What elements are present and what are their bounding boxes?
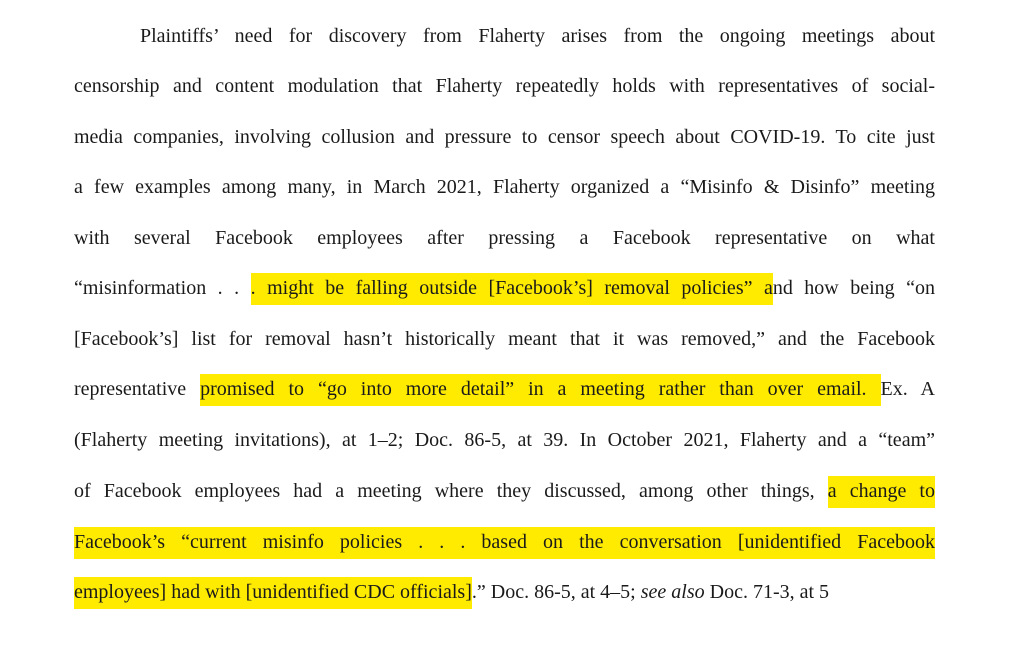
highlighted-text: promised to “go into more detail” in a meeting rather than over email. [200,374,880,406]
line-text: of Facebook employees had a meeting where they discussed, among other things, [74,480,828,502]
paragraph-line-11 [74,524,935,560]
line-text: [Facebook’s] list for removal hasn’t historically meant that it was removed,” and the Facebook [74,328,935,350]
paragraph-line-2 [74,68,935,104]
paragraph-line-7 [74,321,935,357]
paragraph-line-6 [74,270,935,306]
paragraph-line-3 [74,119,935,155]
line-text: Plaintiffs’ need for discovery from Flaherty arises from the ongoing meetings about [140,25,935,47]
line-text: censorship and content modulation that Flaherty repeatedly holds with representatives of social- [74,75,935,97]
line-text: Doc. 71-3, at 5 [704,581,830,603]
paragraph-line-5 [74,220,935,256]
line-text: (Flaherty meeting invitations), at 1–2; Doc. 86-5, at 39. In October 2021, Flaherty and a “team” [74,429,935,451]
highlighted-text: . might be falling outside [Facebook’s] removal policies” a [251,273,773,305]
line-text: a few examples among many, in March 2021, Flaherty organized a “Misinfo & Disinfo” meeting [74,176,935,198]
paragraph-line-4 [74,169,935,205]
line-text: .” Doc. 86-5, at 4–5; [471,581,641,603]
paragraph-line-1 [140,18,935,54]
line-text: with several Facebook employees after pressing a Facebook representative on what [74,227,935,249]
line-text: representative [74,378,201,400]
line-text: “misinformation . . [74,277,251,299]
italic-signal-text: see also [640,581,705,603]
paragraph-line-9 [74,422,935,458]
paragraph-line-10 [74,473,935,509]
paragraph-line-8 [74,371,935,407]
line-text: media companies, involving collusion and pressure to censor speech about COVID-19. To cite just [74,126,935,148]
line-text: nd how being “on [772,277,935,299]
line-text: Ex. A [880,378,935,400]
paragraph-line-12 [74,574,935,610]
highlighted-text: a change to [828,476,935,508]
highlighted-text: employees] had with [unidentified CDC officials] [74,577,472,609]
highlighted-text: Facebook’s “current misinfo policies . . . based on the conversation [unidentified Facebook [74,527,935,559]
